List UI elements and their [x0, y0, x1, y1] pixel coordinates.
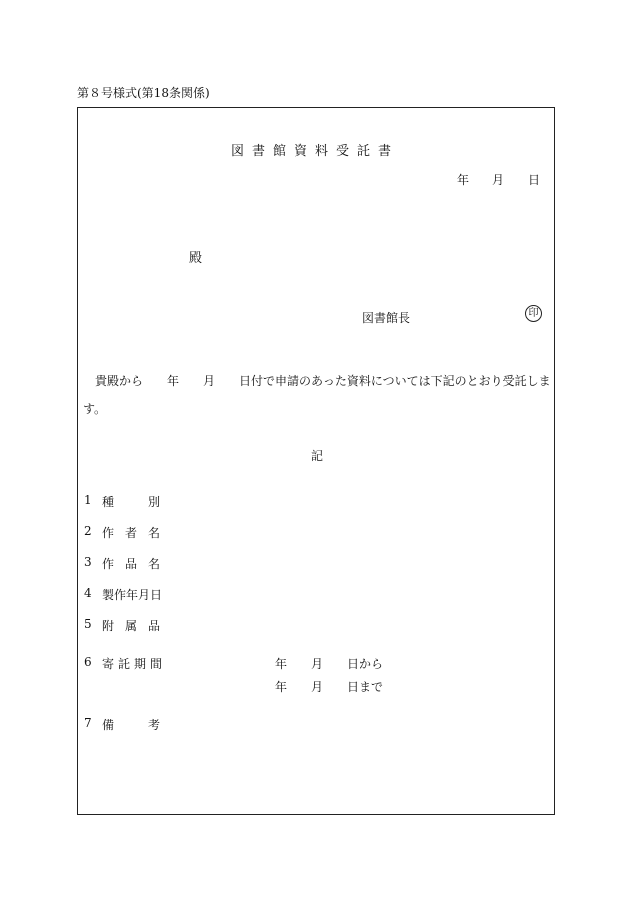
- item-number: 3: [84, 555, 92, 569]
- body-month: 月: [203, 374, 216, 388]
- item-label-char: 属: [125, 619, 138, 633]
- body-year: 年: [167, 374, 180, 388]
- form-number-label: 第８号様式(第18条関係): [77, 86, 210, 100]
- body-text-rest: 日付で申請のあった資料については下記のとおり受託しま: [239, 374, 551, 388]
- item-label-char: 品: [148, 619, 161, 633]
- period-to-month: 月: [311, 680, 324, 694]
- item-label: 寄託期間: [102, 657, 167, 671]
- item-number: 2: [84, 524, 92, 538]
- item-label-char: 作: [102, 526, 115, 540]
- item-label-char: 別: [148, 495, 161, 509]
- item-number: 5: [84, 617, 92, 631]
- date-day: 日: [528, 173, 541, 187]
- item-label-char: 者: [125, 526, 138, 540]
- body-text-line-2: す。: [83, 402, 107, 416]
- item-label: 製作年月日: [102, 588, 163, 602]
- item-number: 6: [84, 655, 92, 669]
- addressee-honorific: 殿: [189, 251, 203, 266]
- item-label-char: 作: [102, 557, 115, 571]
- period-from-month: 月: [311, 657, 324, 671]
- period-from-year: 年: [275, 657, 288, 671]
- item-number: 1: [84, 493, 92, 507]
- signatory-title: 図書館長: [362, 311, 411, 325]
- period-to-day: 日まで: [347, 680, 384, 694]
- item-number: 7: [84, 716, 92, 730]
- period-from-day: 日から: [347, 657, 384, 671]
- ki-heading: 記: [311, 449, 324, 463]
- document-title: 図書館資料受託書: [230, 144, 399, 159]
- seal-mark: 印: [525, 305, 542, 322]
- body-text-start: 貴殿から: [95, 374, 144, 388]
- item-label-char: 備: [102, 718, 115, 732]
- item-label-char: 附: [102, 619, 115, 633]
- item-label-char: 名: [148, 526, 161, 540]
- date-month: 月: [492, 173, 505, 187]
- item-label-char: 種: [102, 495, 115, 509]
- period-to-year: 年: [275, 680, 288, 694]
- item-label-char: 考: [148, 718, 161, 732]
- item-label-char: 品: [125, 557, 138, 571]
- date-year: 年: [457, 173, 470, 187]
- item-number: 4: [84, 586, 92, 600]
- item-label-char: 名: [148, 557, 161, 571]
